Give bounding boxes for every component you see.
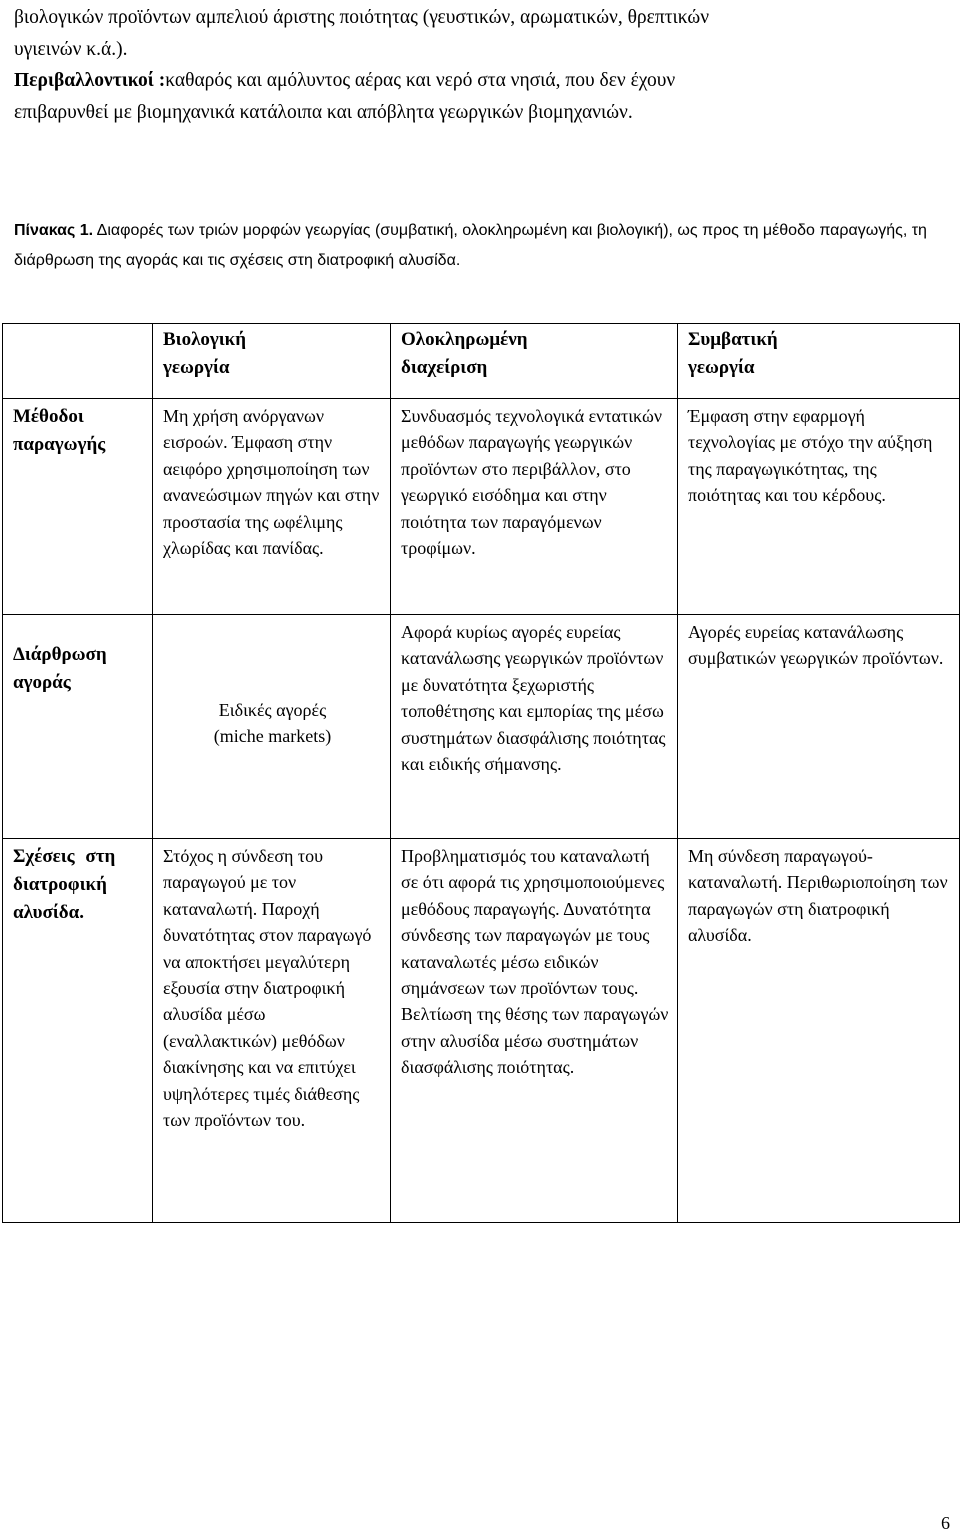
environmental-text-1: καθαρός και αμόλυντος αέρας και νερό στα νησιά, που δεν έχουν [165, 70, 676, 91]
table-row-market [3, 615, 960, 839]
table-row-chain [3, 839, 960, 1223]
column-header-integrated-line-1: Ολοκληρωμένη [401, 329, 528, 350]
column-header-integrated-line-2: διαχείριση [401, 357, 488, 378]
row-header-chain [3, 839, 153, 1223]
environmental-text-2: επιβαρυνθεί με βιομηχανικά κατάλοιπα και απόβλητα γεωργικών βιομηχανιών. [14, 101, 633, 123]
column-header-conventional-line-1: Συμβατική [688, 329, 778, 350]
cell-methods-integrated: Συνδυασμός τεχνολογικά εντατικών μεθόδων παραγωγής γεωργικών προϊόντων στο περιβάλλον, στο γεωργικό εισόδημα και στην ποιότητα των παραγόμενων τροφίμων. [391, 399, 678, 615]
cell-methods-bio: Μη χρήση ανόργανων εισροών. Έμφαση στην αειφόρο χρησιμοποίηση των ανανεώσιμων πηγών και στην προστασία της ωφέλιμης χλωρίδας και πανίδας. [153, 399, 391, 615]
row-header-chain-line-2: διατροφική [13, 874, 107, 895]
row-header-methods-line-2: παραγωγής [13, 434, 106, 455]
row-header-market [3, 615, 153, 839]
table-caption [14, 216, 954, 276]
row-header-chain-line-1: Σχέσεις στη [13, 846, 116, 867]
table-row-methods [3, 399, 960, 615]
row-header-chain-line-3: αλυσίδα. [13, 902, 84, 923]
cell-market-integrated: Αφορά κυρίως αγορές ευρείας κατανάλωσης γεωργικών προϊόντων με δυνατότητα ξεχωριστής τοποθέτησης και εμπορίας της μέσω συστημάτων διασφάλισης ποιότητας και ειδικής σήμανσης. [391, 615, 678, 839]
column-header-integrated [391, 324, 678, 399]
cell-chain-conventional: Μη σύνδεση παραγωγού-καταναλωτή. Περιθωριοποίηση των παραγωγών στη διατροφική αλυσίδα. [678, 839, 960, 1223]
caption-label: Πίνακας 1. [14, 222, 94, 239]
table-header-row [3, 324, 960, 399]
cell-market-bio-line-1: Ειδικές αγορές [218, 700, 327, 720]
column-header-conventional-line-2: γεωργία [688, 357, 755, 378]
intro-line-2: υγιεινών κ.ά.). [14, 38, 128, 60]
cell-chain-integrated: Προβληματισμός του καταναλωτή σε ότι αφορά τις χρησιμοποιούμενες μεθόδους παραγωγής. Δυνατότητα σύνδεσης των παραγωγών με τους καταναλωτές μέσω ειδικών σημάνσεων των προϊόντων τους. Βελτίωση της θέσης των παραγωγών στην αλυσίδα μέσω συστημάτων διασφάλισης ποιότητας. [391, 839, 678, 1223]
comparison-table [2, 323, 960, 1223]
cell-market-bio-line-2: (miche markets) [213, 726, 332, 747]
intro-line-1: βιολογικών προϊόντων αμπελιού άριστης ποιότητας (γευστικών, αρωματικών, θρεπτικών [14, 7, 710, 28]
row-header-market-line-1: Διάρθρωση [13, 644, 107, 665]
column-header-bio-line-2: γεωργία [163, 357, 230, 378]
column-header-conventional [678, 324, 960, 399]
column-header-bio [153, 324, 391, 399]
environmental-paragraph [14, 65, 948, 97]
cell-market-conventional: Αγορές ευρείας κατανάλωσης συμβατικών γεωργικών προϊόντων. [678, 615, 960, 839]
row-header-market-line-2: αγοράς [13, 672, 71, 693]
row-header-methods-line-1: Μέθοδοι [13, 406, 84, 427]
column-header-bio-line-1: Βιολογική [163, 329, 247, 350]
intro-text [14, 2, 948, 128]
environmental-label: Περιβαλλοντικοί : [14, 70, 166, 91]
row-header-methods [3, 399, 153, 615]
caption-text: Διαφορές των τριών μορφών γεωργίας (συμβατική, ολοκληρωμένη και βιολογική), ως προς τη μέθοδο παραγωγής, τη διάρθρωση της αγοράς και τις σχέσεις στη διατροφική αλυσίδα. [14, 222, 927, 269]
page-number: 6 [941, 1513, 950, 1533]
cell-market-bio [153, 615, 391, 839]
cell-chain-bio: Στόχος η σύνδεση του παραγωγού με τον καταναλωτή. Παροχή δυνατότητας στον παραγωγό να αποκτήσει μεγαλύτερη εξουσία στην διατροφική αλυσίδα μέσω (εναλλακτικών) μεθόδων διακίνησης και να επιτύχει υψηλότερες τιμές διάθεσης των προϊόντων του. [153, 839, 391, 1223]
cell-methods-conventional: Έμφαση στην εφαρμογή τεχνολογίας με στόχο την αύξηση της παραγωγικότητας, της ποιότητας και του κέρδους. [678, 399, 960, 615]
empty-corner-cell [3, 324, 153, 399]
